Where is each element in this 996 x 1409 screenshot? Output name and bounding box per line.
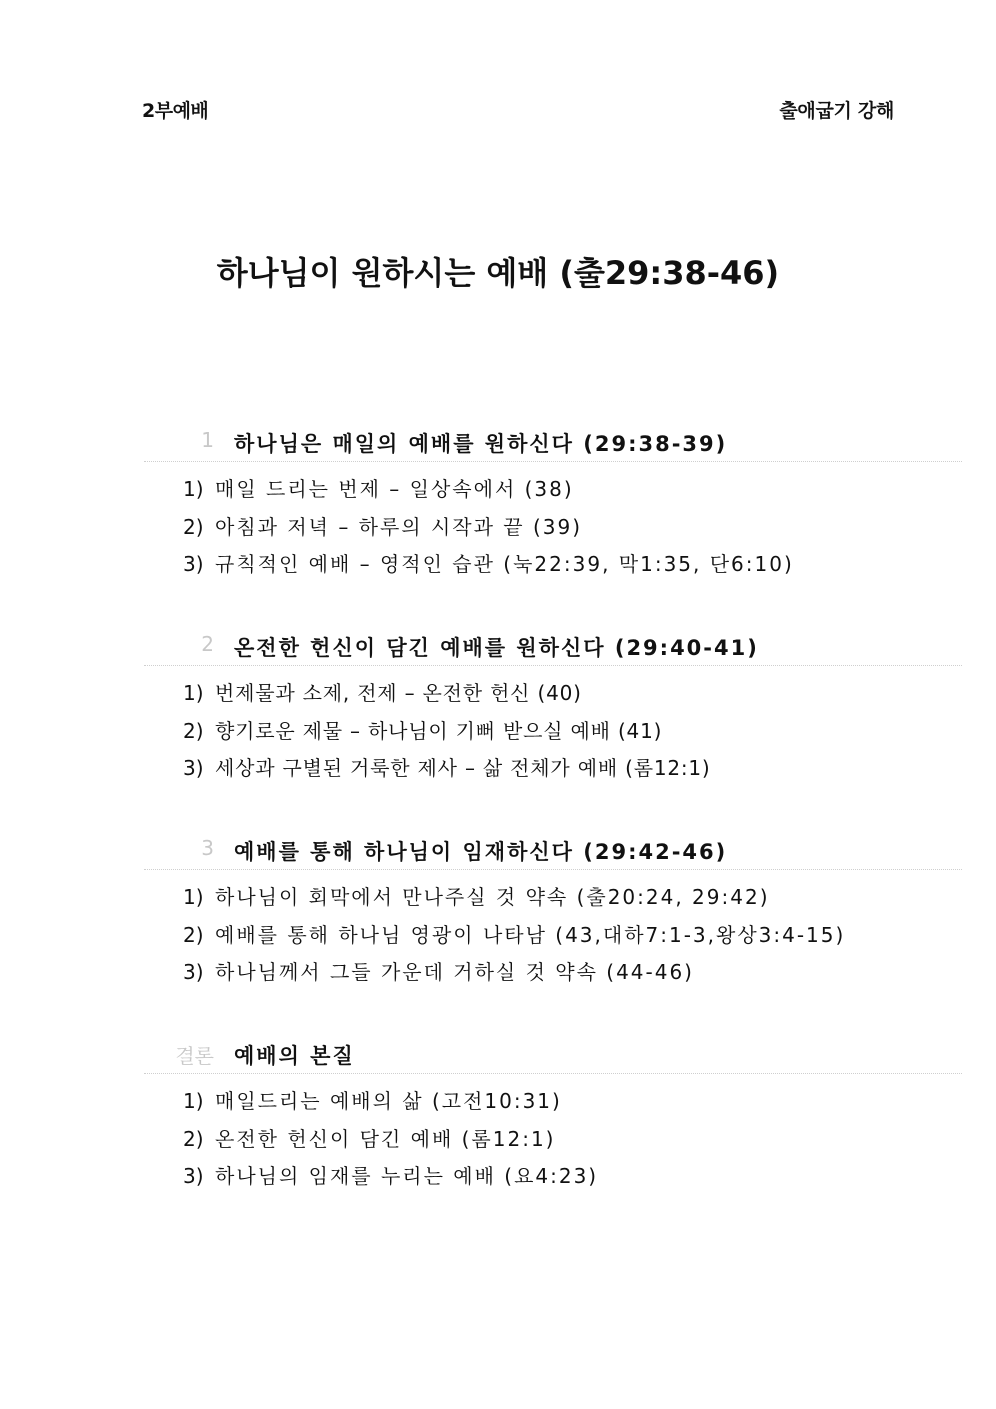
section-title: 예배를 통해 하나님이 임재하신다 (29:42-46): [234, 840, 728, 864]
section-divider: [144, 1073, 962, 1074]
section-divider: [144, 665, 962, 666]
item-number: 2): [183, 514, 204, 539]
item-text: 향기로운 제물 – 하나님이 기뻐 받으실 예배 (41): [215, 718, 663, 743]
section-title: 하나님은 매일의 예배를 원하신다 (29:38-39): [234, 432, 728, 456]
item-number: 2): [183, 718, 204, 743]
list-item: [183, 954, 845, 992]
item-number: 1): [183, 477, 204, 501]
list-item: [183, 509, 794, 547]
section-number: 3: [201, 836, 214, 860]
header-service-label: 2부예배: [142, 100, 209, 122]
header-series-label: 출애굽기 강해: [779, 100, 894, 122]
item-text: 번제물과 소제, 전제 – 온전한 헌신 (40): [215, 681, 582, 705]
list-item: [183, 675, 711, 713]
section-number: 2: [201, 632, 214, 656]
point-list: [183, 471, 794, 584]
item-number: 2): [183, 922, 204, 947]
point-list: [183, 1083, 598, 1196]
item-number: 3): [183, 960, 204, 984]
list-item: [183, 879, 845, 917]
list-item: [183, 713, 711, 751]
section-divider: [144, 869, 962, 870]
list-item: [183, 1083, 598, 1121]
item-number: 3): [183, 756, 204, 780]
point-list: [183, 675, 711, 788]
list-item: [183, 471, 794, 509]
section-heading: [0, 428, 996, 458]
section-heading: [0, 836, 996, 866]
section-number: 1: [201, 428, 214, 452]
item-number: 1): [183, 1089, 204, 1113]
section-title: 예배의 본질: [234, 1044, 355, 1068]
item-text: 규칙적인 예배 – 영적인 습관 (눅22:39, 막1:35, 단6:10): [215, 552, 794, 576]
section-divider: [144, 461, 962, 462]
item-number: 2): [183, 1126, 204, 1151]
item-number: 3): [183, 1164, 204, 1188]
item-text: 예배를 통해 하나님 영광이 나타남 (43,대하7:1-3,왕상3:4-15): [215, 922, 846, 947]
list-item: [183, 1158, 598, 1196]
item-text: 매일 드리는 번제 – 일상속에서 (38): [215, 477, 574, 501]
item-text: 하나님께서 그들 가운데 거하실 것 약속 (44-46): [215, 960, 694, 984]
list-item: [183, 1121, 598, 1159]
item-text: 아침과 저녁 – 하루의 시작과 끝 (39): [215, 514, 583, 539]
item-text: 하나님의 임재를 누리는 예배 (요4:23): [215, 1164, 599, 1188]
item-text: 매일드리는 예배의 삶 (고전10:31): [215, 1089, 562, 1113]
list-item: [183, 750, 711, 788]
point-list: [183, 879, 845, 992]
item-text: 세상과 구별된 거룩한 제사 – 삶 전체가 예배 (롬12:1): [215, 756, 711, 780]
item-number: 1): [183, 885, 204, 909]
item-number: 3): [183, 552, 204, 576]
list-item: [183, 917, 845, 955]
section-title: 온전한 헌신이 담긴 예배를 원하신다 (29:40-41): [234, 636, 759, 660]
section-heading: [0, 1040, 996, 1070]
item-text: 하나님이 회막에서 만나주실 것 약속 (출20:24, 29:42): [215, 885, 770, 909]
section-heading: [0, 632, 996, 662]
sermon-title: 하나님이 원하시는 예배 (출29:38-46): [216, 254, 780, 292]
item-number: 1): [183, 681, 204, 705]
section-number: 결론: [175, 1044, 214, 1068]
item-text: 온전한 헌신이 담긴 예배 (롬12:1): [215, 1126, 556, 1151]
list-item: [183, 546, 794, 584]
